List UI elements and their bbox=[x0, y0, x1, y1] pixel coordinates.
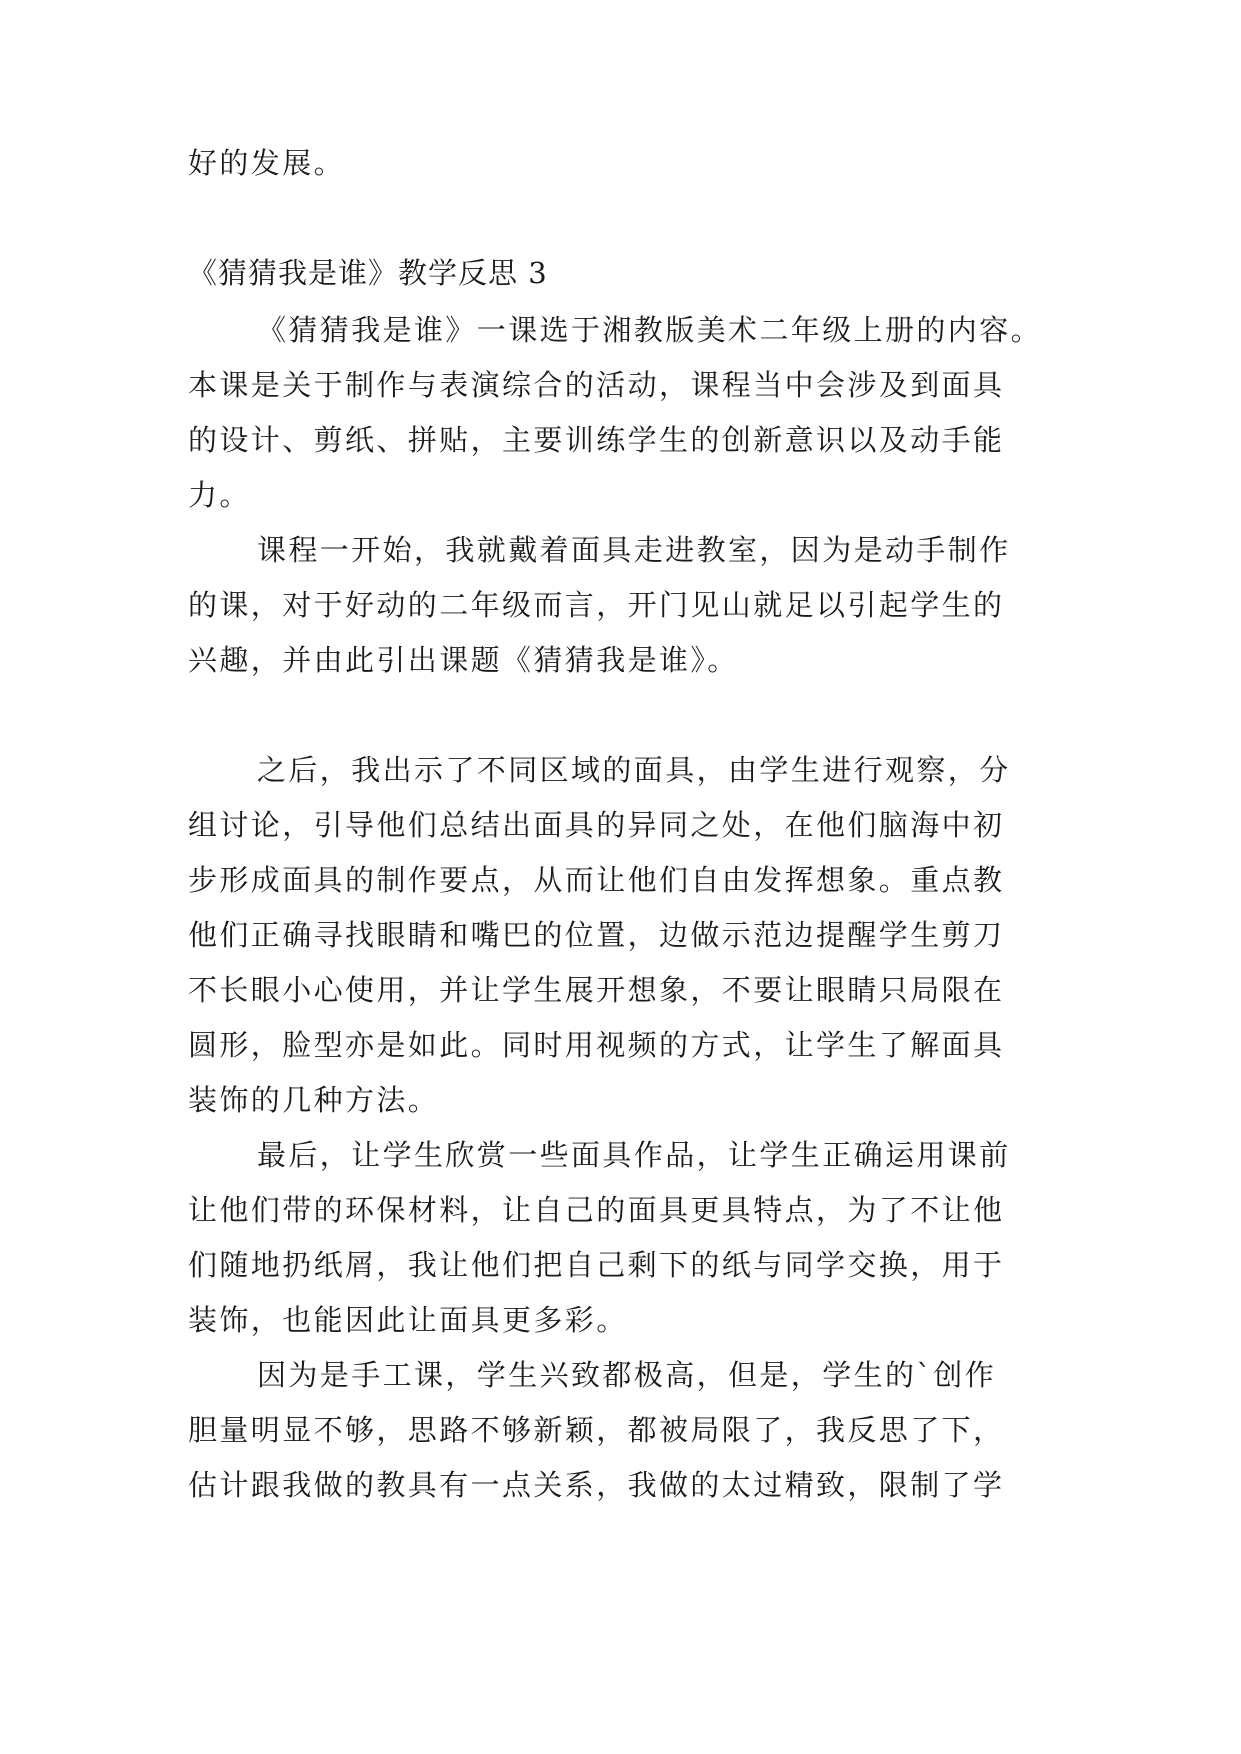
paragraph-line: 装饰，也能因此让面具更多彩。 bbox=[188, 1303, 628, 1337]
paragraph-line: 胆量明显不够，思路不够新颖，都被局限了，我反思了下， bbox=[188, 1413, 1005, 1447]
paragraph-line: 之后，我出示了不同区域的面具，由学生进行观察，分 bbox=[257, 753, 1011, 787]
paragraph-line: 不长眼小心使用，并让学生展开想象，不要让眼睛只局限在 bbox=[188, 973, 1005, 1007]
paragraph-line: 本课是关于制作与表演综合的活动，课程当中会涉及到面具 bbox=[188, 368, 1005, 402]
paragraph-line: 课程一开始，我就戴着面具走进教室，因为是动手制作 bbox=[257, 533, 1011, 567]
paragraph-line: 组讨论，引导他们总结出面具的异同之处，在他们脑海中初 bbox=[188, 808, 1005, 842]
paragraph-line: 们随地扔纸屑，我让他们把自己剩下的纸与同学交换，用于 bbox=[188, 1248, 1005, 1282]
continuation-text: 好的发展。 bbox=[188, 146, 346, 180]
paragraph-line: 因为是手工课，学生兴致都极高，但是，学生的`创作 bbox=[257, 1358, 997, 1392]
paragraph-line: 步形成面具的制作要点，从而让他们自由发挥想象。重点教 bbox=[188, 863, 1005, 897]
paragraph-line: 让他们带的环保材料，让自己的面具更具特点，为了不让他 bbox=[188, 1193, 1005, 1227]
paragraph-line: 的设计、剪纸、拼贴，主要训练学生的创新意识以及动手能 bbox=[188, 423, 1005, 457]
section-title: 《猜猜我是谁》教学反思 3 bbox=[188, 256, 548, 290]
paragraph-line: 圆形，脸型亦是如此。同时用视频的方式，让学生了解面具 bbox=[188, 1028, 1005, 1062]
paragraph-line: 兴趣，并由此引出课题《猜猜我是谁》。 bbox=[188, 643, 739, 677]
paragraph-line: 力。 bbox=[188, 478, 251, 512]
paragraph-line: 估计跟我做的教具有一点关系，我做的太过精致，限制了学 bbox=[188, 1468, 1005, 1502]
paragraph-line: 装饰的几种方法。 bbox=[188, 1083, 440, 1117]
paragraph-line: 的课，对于好动的二年级而言，开门见山就足以引起学生的 bbox=[188, 588, 1005, 622]
paragraph-line: 他们正确寻找眼睛和嘴巴的位置，边做示范边提醒学生剪刀 bbox=[188, 918, 1005, 952]
paragraph-line: 《猜猜我是谁》一课选于湘教版美术二年级上册的内容。 bbox=[257, 313, 1043, 347]
paragraph-line: 最后，让学生欣赏一些面具作品，让学生正确运用课前 bbox=[257, 1138, 1011, 1172]
